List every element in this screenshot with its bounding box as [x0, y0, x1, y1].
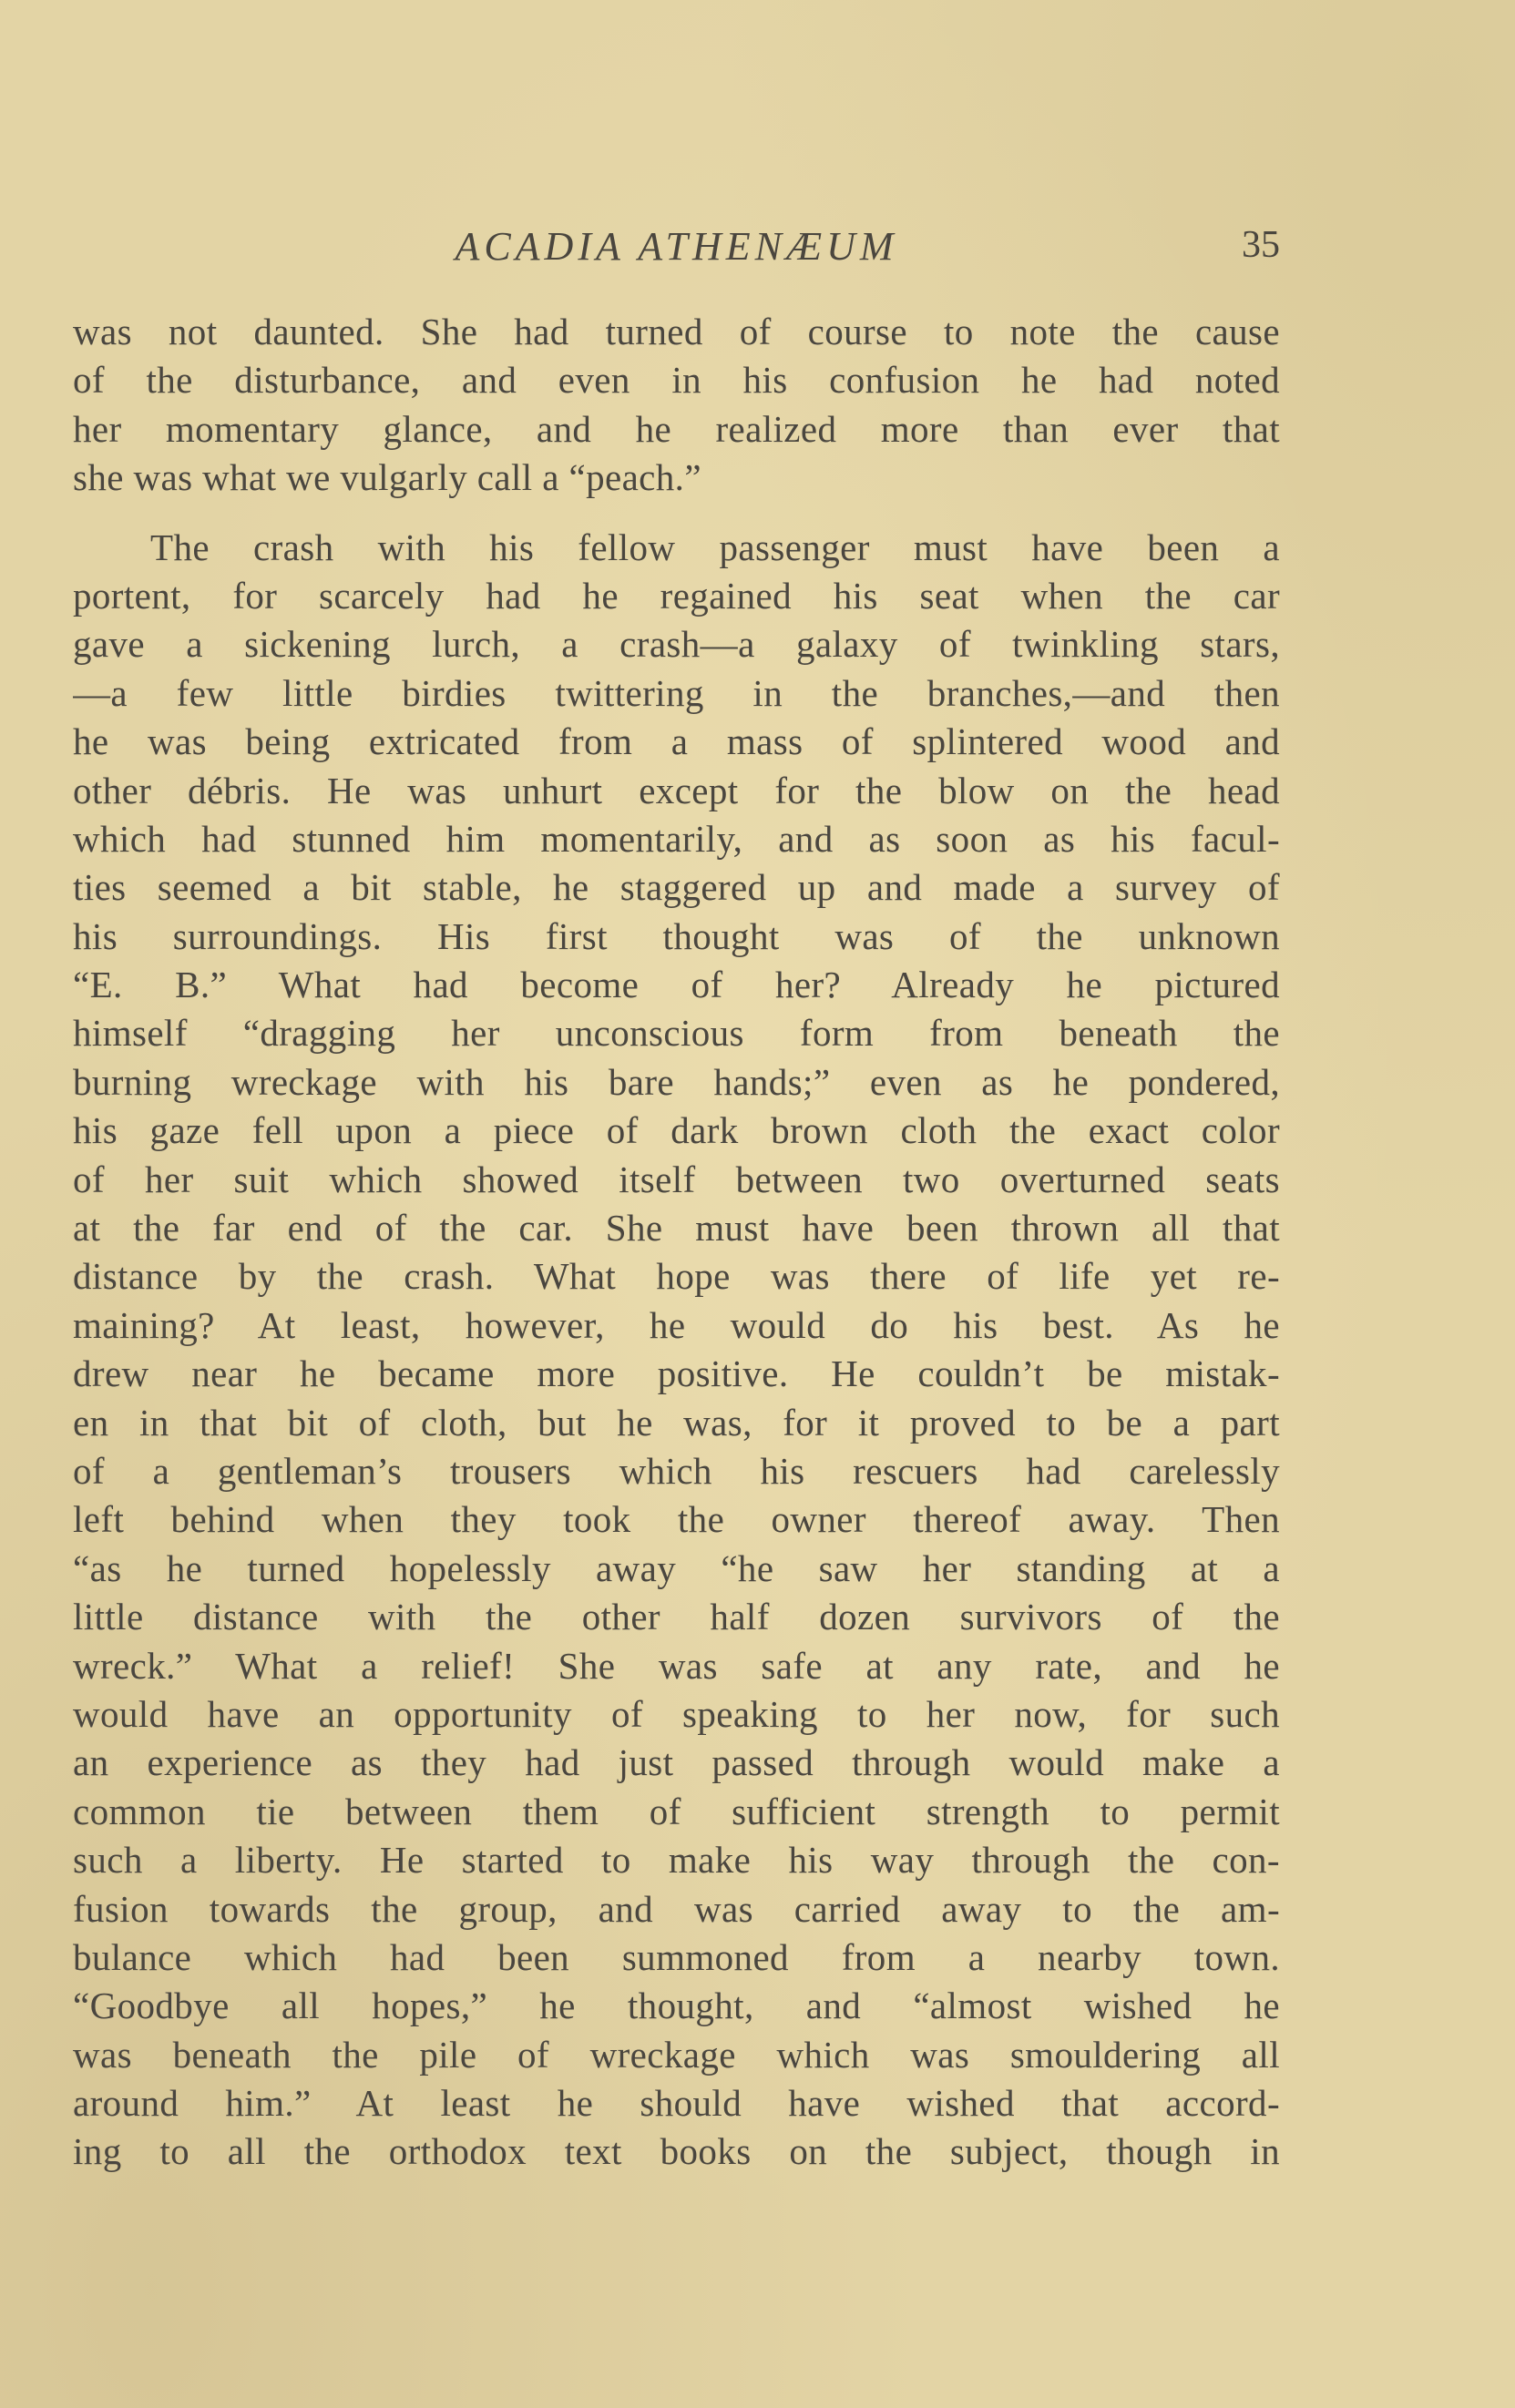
text-line: his surroundings. His first thought was of the unknown — [73, 914, 1280, 957]
text-line: burning wreckage with his bare hands;” even as he pondered, — [73, 1060, 1280, 1103]
text-line: —a few little birdies twittering in the branches,—and then — [73, 671, 1280, 714]
text-line: his gaze fell upon a piece of dark brown cloth the exact color — [73, 1109, 1280, 1152]
running-title: ACADIA ATHENÆUM — [455, 224, 898, 269]
text-line: ing to all the orthodox text books on the subject, though in — [73, 2130, 1280, 2173]
text-line: was not daunted. She had turned of course to note the cause — [73, 311, 1280, 352]
text-line: en in that bit of cloth, but he was, for it proved to be a part — [73, 1401, 1280, 1444]
text-line: her momentary glance, and he realized more than ever that — [73, 407, 1280, 450]
text-line: such a liberty. He started to make his way through the con- — [73, 1839, 1280, 1882]
text-line: portent, for scarcely had he regained his seat when the car — [73, 574, 1280, 617]
text-line: ties seemed a bit stable, he staggered up and made a survey of — [73, 866, 1280, 909]
text-line: which had stunned him momentarily, and as soon as his facul- — [73, 817, 1280, 860]
text-line: of her suit which showed itself between two overturned seats — [73, 1158, 1280, 1200]
text-line: other débris. He was unhurt except for the blow on the head — [73, 769, 1280, 811]
text-line: of a gentleman’s trousers which his rescuers had carelessly — [73, 1449, 1280, 1492]
text-line: gave a sickening lurch, a crash—a galaxy of twinkling stars, — [73, 623, 1280, 666]
text-line: fusion towards the group, and was carried away to the am- — [73, 1887, 1280, 1930]
text-line: maining? At least, however, he would do his best. As he — [73, 1303, 1280, 1346]
text-line: “Goodbye all hopes,” he thought, and “almost wished he — [73, 1985, 1280, 2027]
text-line: she was what we vulgarly call a “peach.” — [73, 456, 701, 499]
paragraph-1 — [73, 308, 1280, 503]
text-line: drew near he became more positive. He couldn’t be mistak- — [73, 1352, 1280, 1395]
text-line: left behind when they took the owner thereof away. Then — [73, 1498, 1280, 1541]
text-line: “as he turned hopelessly away “he saw her standing at a — [73, 1546, 1280, 1589]
text-line: of the disturbance, and even in his confusion he had noted — [73, 359, 1280, 402]
text-line: bulance which had been summoned from a nearby town. — [73, 1935, 1280, 1978]
text-line: himself “dragging her unconscious form from beneath the — [73, 1012, 1280, 1055]
text-line: was beneath the pile of wreckage which was smouldering all — [73, 2033, 1280, 2076]
text-line: at the far end of the car. She must have been thrown all that — [73, 1207, 1280, 1250]
text-line: The crash with his fellow passenger must have been a — [150, 525, 1280, 568]
text-line: wreck.” What a relief! She was safe at any rate, and he — [73, 1644, 1280, 1687]
text-line: little distance with the other half dozen survivors of the — [73, 1596, 1280, 1638]
text-line: an experience as they had just passed through would make a — [73, 1741, 1280, 1784]
text-line: he was being extricated from a mass of splintered wood and — [73, 720, 1280, 763]
text-line: around him.” At least he should have wished that accord- — [73, 2082, 1280, 2125]
text-line: common tie between them of sufficient strength to permit — [73, 1790, 1280, 1832]
text-line: would have an opportunity of speaking to her now, for such — [73, 1692, 1280, 1735]
paragraph-2 — [73, 524, 1280, 2177]
body-text — [73, 308, 1280, 2177]
running-head — [73, 223, 1280, 278]
page-number: 35 — [1242, 224, 1280, 266]
text-line: distance by the crash. What hope was there of life yet re- — [73, 1255, 1280, 1298]
text-line: “E. B.” What had become of her? Already he pictured — [73, 964, 1280, 1006]
